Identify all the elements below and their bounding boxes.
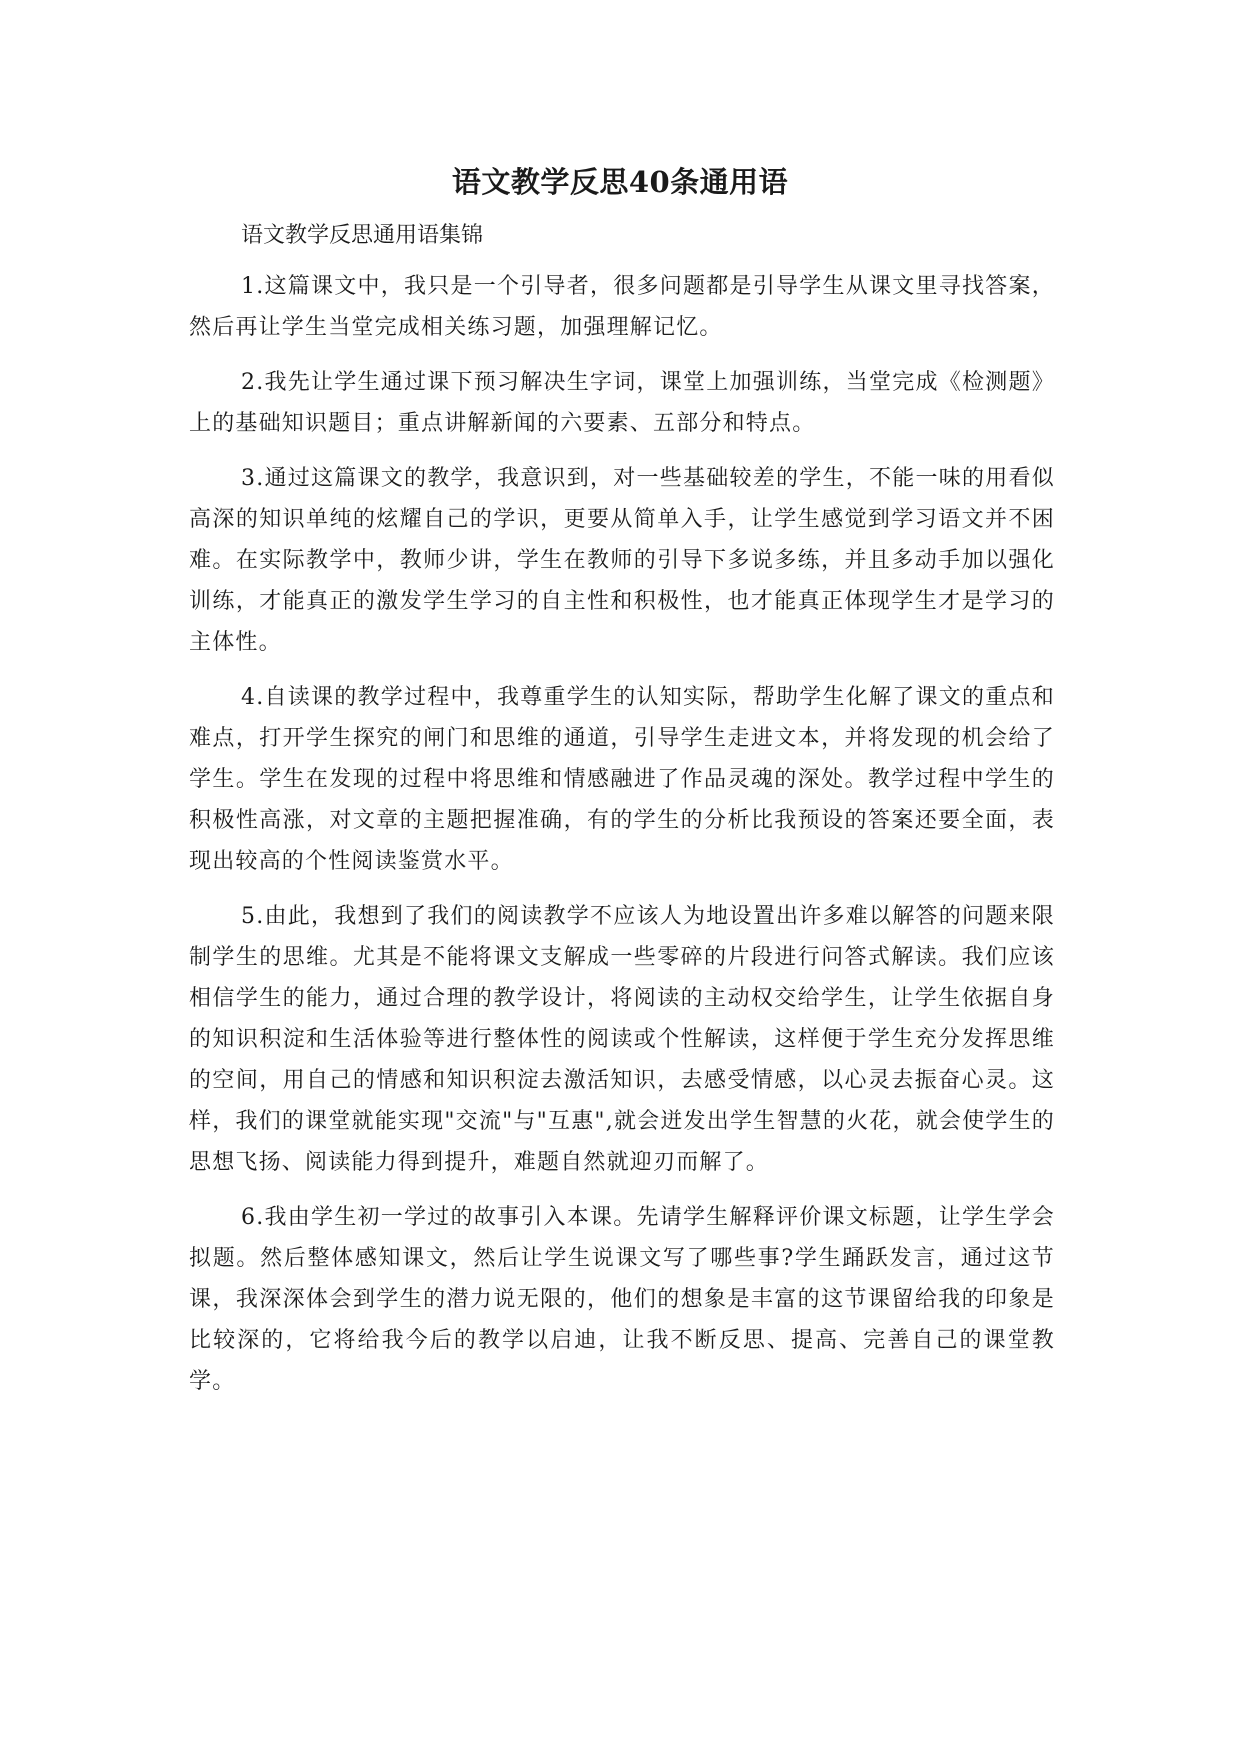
paragraph-3: 3.通过这篇课文的教学，我意识到，对一些基础较差的学生，不能一味的用看似高深的知识单纯的炫耀自己的学识，更要从简单入手，让学生感觉到学习语文并不困难。在实际教学中，教师少讲，学生在教师的引导下多说多练，并且多动手加以强化训练，才能真正的激发学生学习的自主性和积极性，也才能真正体现学生才是学习的主体性。 xyxy=(189,466,1055,655)
paragraph-6: 6.我由学生初一学过的故事引入本课。先请学生解释评价课文标题，让学生学会拟题。然后整体感知课文，然后让学生说课文写了哪些事?学生踊跃发言，通过这节课，我深深体会到学生的潜力说无限的，他们的想象是丰富的这节课留给我的印象是比较深的，它将给我今后的教学以启迪，让我不断反思、提高、完善自己的课堂教学。 xyxy=(189,1205,1055,1394)
paragraph-4: 4.自读课的教学过程中，我尊重学生的认知实际，帮助学生化解了课文的重点和难点，打开学生探究的闸门和思维的通道，引导学生走进文本，并将发现的机会给了学生。学生在发现的过程中将思维和情感融进了作品灵魂的深处。教学过程中学生的积极性高涨，对文章的主题把握准确，有的学生的分析比我预设的答案还要全面，表现出较高的个性阅读鉴赏水平。 xyxy=(189,685,1055,874)
paragraph-1: 1.这篇课文中，我只是一个引导者，很多问题都是引导学生从课文里寻找答案，然后再让学生当堂完成相关练习题，加强理解记忆。 xyxy=(189,274,1055,340)
paragraph-5: 5.由此，我想到了我们的阅读教学不应该人为地设置出许多难以解答的问题来限制学生的思维。尤其是不能将课文支解成一些零碎的片段进行问答式解读。我们应该相信学生的能力，通过合理的教学设计，将阅读的主动权交给学生，让学生依据自身的知识积淀和生活体验等进行整体性的阅读或个性解读，这样便于学生充分发挥思维的空间，用自己的情感和知识积淀去激活知识，去感受情感，以心灵去振奋心灵。这样，我们的课堂就能实现"交流"与"互惠",就会迸发出学生智慧的火花，就会使学生的思想飞扬、阅读能力得到提升，难题自然就迎刃而解了。 xyxy=(189,904,1055,1175)
paragraph-2: 2.我先让学生通过课下预习解决生字词，课堂上加强训练，当堂完成《检测题》上的基础知识题目；重点讲解新闻的六要素、五部分和特点。 xyxy=(189,370,1055,436)
document-body xyxy=(189,220,1055,1416)
document-title: 语文教学反思40条通用语 xyxy=(451,165,789,199)
document-subtitle: 语文教学反思通用语集锦 xyxy=(241,223,484,248)
